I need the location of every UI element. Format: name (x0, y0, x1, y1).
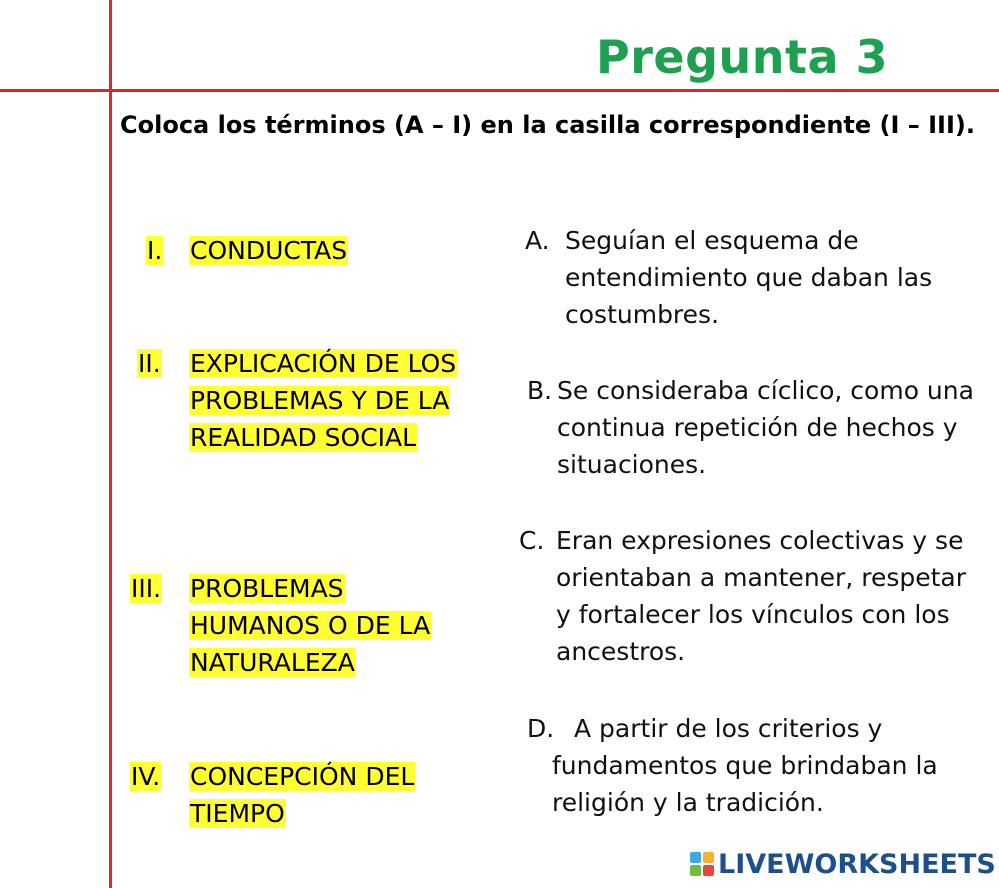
description-text: Se consideraba cíclico, como una continua repetición de hechos y situaciones. (557, 376, 974, 479)
term-number: IV. (131, 762, 161, 791)
term-text: CONCEPCIÓN DEL TIEMPO (190, 762, 415, 828)
term-number: II. (138, 349, 161, 378)
description-letter: A. (525, 226, 550, 255)
term-text: CONDUCTAS (190, 236, 348, 265)
liveworksheets-logo (690, 846, 996, 882)
description-text: Seguían el esquema de entendimiento que daban las costumbres. (565, 226, 933, 329)
term-text: EXPLICACIÓN DE LOS PROBLEMAS Y DE LA REALIDAD SOCIAL (190, 349, 457, 452)
term-text: PROBLEMAS HUMANOS O DE LA NATURALEZA (190, 574, 431, 677)
description-letter: B. (527, 376, 553, 405)
description-text: A partir de los criterios y fundamentos que brindaban la religión y la tradición. (552, 714, 938, 817)
description-letter: C. (519, 526, 545, 555)
brand-name: LIVEWORKSHEETS (718, 848, 996, 880)
description-text: Eran expresiones colectivas y se orientaban a mantener, respetar y fortalecer los vínculos con los ancestros. (556, 526, 966, 666)
margin-line-vertical (109, 0, 112, 888)
page-title: Pregunta 3 (596, 30, 889, 84)
description-letter: D. (527, 714, 555, 743)
margin-line-horizontal (0, 89, 999, 92)
term-number: III. (131, 574, 162, 603)
term-number: I. (147, 236, 163, 265)
logo-icon (690, 852, 714, 876)
instructions-text: Coloca los términos (A – I) en la casilla correspondiente (I – III). (120, 111, 975, 139)
